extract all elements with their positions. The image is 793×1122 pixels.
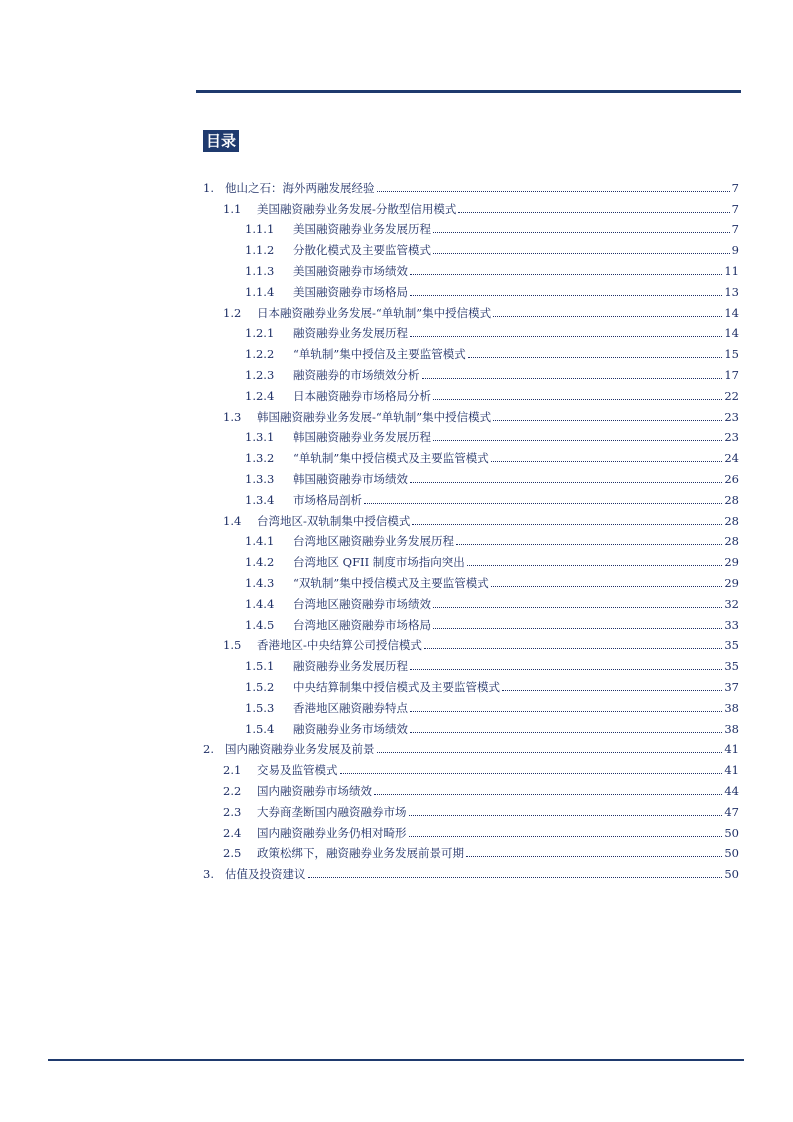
toc-entry-number: 1.	[203, 180, 214, 195]
toc-entry-page[interactable]: 22	[724, 388, 739, 403]
toc-entry[interactable]	[203, 673, 739, 694]
toc-dot-leader	[433, 607, 722, 608]
toc-entry-number: 1.3.4	[245, 492, 275, 507]
toc-entry-page[interactable]: 37	[724, 679, 739, 694]
toc-entry[interactable]	[203, 403, 739, 424]
toc-entry-page[interactable]: 23	[724, 430, 739, 445]
toc-entry-page[interactable]: 29	[724, 555, 739, 570]
toc-entry[interactable]	[203, 320, 739, 341]
toc-entry-title[interactable]: 美国融资融券市场格局	[293, 284, 408, 299]
toc-dot-leader	[491, 461, 723, 462]
footer-rule	[48, 1059, 744, 1061]
toc-entry-number: 1.3.2	[245, 451, 275, 466]
toc-entry-page[interactable]: 28	[724, 513, 739, 528]
toc-dot-leader	[377, 752, 723, 753]
toc-entry-title[interactable]: 中央结算制集中授信模式及主要监管模式	[293, 679, 500, 694]
toc-entry-number: 1.2.1	[245, 326, 275, 341]
toc-dot-leader	[410, 482, 722, 483]
toc-entry-title[interactable]: 他山之石：海外两融发展经验	[225, 180, 375, 195]
toc-entry[interactable]	[203, 569, 739, 590]
toc-entry-page[interactable]: 50	[724, 825, 739, 840]
toc-entry[interactable]	[203, 798, 739, 819]
toc-entry-title[interactable]: 融资融券业务市场绩效	[293, 721, 408, 736]
toc-entry-page[interactable]: 44	[724, 783, 739, 798]
toc-entry[interactable]	[203, 174, 739, 195]
toc-entry-title[interactable]: 市场格局剖析	[293, 492, 362, 507]
toc-entry-page[interactable]: 7	[731, 222, 739, 237]
toc-entry[interactable]	[203, 860, 739, 881]
toc-entry-page[interactable]: 15	[724, 347, 739, 362]
toc-entry-page[interactable]: 38	[724, 721, 739, 736]
toc-entry-title[interactable]: 交易及监管模式	[257, 763, 338, 778]
toc-entry-title[interactable]: 台湾地区融资融券业务发展历程	[293, 534, 454, 549]
toc-dot-leader	[467, 565, 723, 566]
toc-dot-leader	[410, 732, 722, 733]
toc-entry-title[interactable]: “单轨制”集中授信及主要监管模式	[293, 347, 466, 362]
toc-entry-page[interactable]: 28	[724, 534, 739, 549]
toc-entry-number: 1.5.4	[245, 721, 275, 736]
toc-entry[interactable]	[203, 777, 739, 798]
toc-dot-leader	[491, 586, 723, 587]
toc-entry-title[interactable]: 韩国融资融券业务发展-“单轨制”集中授信模式	[257, 409, 492, 424]
toc-entry[interactable]	[203, 528, 739, 549]
toc-entry-title[interactable]: 美国融资融券市场绩效	[293, 263, 408, 278]
toc-entry-title[interactable]: 台湾地区融资融券市场绩效	[293, 596, 431, 611]
toc-entry[interactable]	[203, 195, 739, 216]
toc-entry[interactable]	[203, 756, 739, 777]
toc-entry[interactable]	[203, 444, 739, 465]
toc-entry-title[interactable]: 台湾地区融资融券市场格局	[293, 617, 431, 632]
toc-entry-title[interactable]: 国内融资融券业务仍相对畸形	[257, 825, 407, 840]
toc-dot-leader	[493, 316, 722, 317]
toc-entry[interactable]	[203, 486, 739, 507]
toc-entry-page[interactable]: 32	[724, 596, 739, 611]
toc-entry-number: 2.3	[223, 804, 242, 819]
toc-entry-number: 1.4.3	[245, 575, 275, 590]
toc-dot-leader	[409, 836, 723, 837]
toc-entry-title[interactable]: 香港地区-中央结算公司授信模式	[257, 638, 422, 653]
toc-entry-title[interactable]: 台湾地区-双轨制集中授信模式	[257, 513, 411, 528]
toc-entry-number: 2.4	[223, 825, 242, 840]
toc-entry-page[interactable]: 50	[724, 846, 739, 861]
toc-entry-page[interactable]: 14	[724, 305, 739, 320]
toc-dot-leader	[374, 794, 722, 795]
toc-dot-leader	[410, 274, 722, 275]
toc-entry-number: 2.	[203, 742, 214, 757]
toc-entry[interactable]	[203, 257, 739, 278]
toc-entry-number: 1.4.1	[245, 534, 275, 549]
toc-entry-page[interactable]: 50	[724, 867, 739, 882]
toc-entry-title[interactable]: 日本融资融券市场格局分析	[293, 388, 431, 403]
toc-entry-page[interactable]: 41	[724, 763, 739, 778]
toc-entry-title[interactable]: 韩国融资融券业务发展历程	[293, 430, 431, 445]
toc-entry-page[interactable]: 9	[731, 243, 739, 258]
toc-entry-page[interactable]: 47	[724, 804, 739, 819]
toc-entry-number: 1.3.1	[245, 430, 275, 445]
toc-dot-leader	[422, 378, 723, 379]
toc-entry-title[interactable]: 台湾地区 QFII 制度市场指向突出	[293, 555, 465, 570]
toc-entry-number: 2.1	[223, 763, 242, 778]
toc-entry[interactable]	[203, 278, 739, 299]
toc-entry[interactable]	[203, 736, 739, 757]
toc-entry-number: 1.5.1	[245, 659, 275, 674]
toc-entry-number: 2.2	[223, 783, 242, 798]
toc-entry-number: 1.5.3	[245, 700, 275, 715]
toc-entry-number: 1.3.3	[245, 471, 275, 486]
toc-entry[interactable]	[203, 840, 739, 861]
toc-dot-leader	[433, 399, 722, 400]
toc-entry[interactable]	[203, 216, 739, 237]
toc-dot-leader	[458, 212, 729, 213]
toc-dot-leader	[364, 503, 722, 504]
toc-entry-title[interactable]: 香港地区融资融券特点	[293, 700, 408, 715]
toc-dot-leader	[340, 773, 723, 774]
toc-entry-title[interactable]: 韩国融资融券市场绩效	[293, 471, 408, 486]
toc-entry[interactable]	[203, 590, 739, 611]
toc-dot-leader	[308, 877, 723, 878]
toc-entry-page[interactable]: 13	[724, 284, 739, 299]
toc-dot-leader	[493, 420, 722, 421]
toc-entry-page[interactable]: 35	[724, 659, 739, 674]
toc-entry-title[interactable]: 国内融资融券市场绩效	[257, 783, 372, 798]
toc-dot-leader	[410, 295, 722, 296]
toc-dot-leader	[410, 711, 722, 712]
toc-entry[interactable]	[203, 361, 739, 382]
toc-entry[interactable]	[203, 548, 739, 569]
toc-heading: 目录	[203, 130, 239, 152]
toc-dot-leader	[412, 524, 722, 525]
toc-entry-page[interactable]: 17	[724, 367, 739, 382]
toc-dot-leader	[456, 544, 722, 545]
toc-entry-title[interactable]: “双轨制”集中授信模式及主要监管模式	[293, 575, 489, 590]
toc-entry-title[interactable]: 估值及投资建议	[225, 867, 306, 882]
toc-entry-page[interactable]: 29	[724, 575, 739, 590]
toc-entry-title[interactable]: 美国融资融券业务发展历程	[293, 222, 431, 237]
toc-entry-title[interactable]: 大券商垄断国内融资融券市场	[257, 804, 407, 819]
toc-entry-number: 1.1.1	[245, 222, 275, 237]
toc-entry-page[interactable]: 33	[724, 617, 739, 632]
toc-entry-page[interactable]: 38	[724, 700, 739, 715]
toc-dot-leader	[468, 357, 723, 358]
toc-entry-page[interactable]: 23	[724, 409, 739, 424]
toc-dot-leader	[433, 440, 722, 441]
toc-entry[interactable]	[203, 819, 739, 840]
toc-dot-leader	[433, 253, 730, 254]
toc-entry-title[interactable]: 融资融券业务发展历程	[293, 659, 408, 674]
toc-entry-number: 1.2.4	[245, 388, 275, 403]
toc-entry-number: 1.1	[223, 201, 242, 216]
toc-entry-page[interactable]: 7	[731, 180, 739, 195]
toc-entry-number: 1.2	[223, 305, 242, 320]
toc-entry[interactable]	[203, 465, 739, 486]
toc-entry-page[interactable]: 41	[724, 742, 739, 757]
toc-entry-number: 1.1.3	[245, 263, 275, 278]
toc-dot-leader	[502, 690, 722, 691]
toc-entry[interactable]	[203, 694, 739, 715]
toc-dot-leader	[466, 856, 722, 857]
toc-entry[interactable]	[203, 632, 739, 653]
toc-entry-page[interactable]: 28	[724, 492, 739, 507]
toc-entry-number: 1.4.4	[245, 596, 275, 611]
toc-entry[interactable]	[203, 611, 739, 632]
toc-dot-leader	[433, 628, 722, 629]
toc-entry[interactable]	[203, 236, 739, 257]
header-rule	[196, 90, 741, 93]
toc-entry[interactable]	[203, 652, 739, 673]
toc-entry-number: 1.2.2	[245, 347, 275, 362]
toc-entry-page[interactable]: 24	[724, 451, 739, 466]
toc-entry-number: 1.4.2	[245, 555, 275, 570]
toc-entry-number: 1.5	[223, 638, 242, 653]
toc-entry-number: 2.5	[223, 846, 242, 861]
toc-entry-page[interactable]: 11	[724, 263, 739, 278]
toc-entry-title[interactable]: 国内融资融券业务发展及前景	[225, 742, 375, 757]
toc-entry-number: 1.4	[223, 513, 242, 528]
toc-dot-leader	[409, 815, 723, 816]
toc-entry-title[interactable]: “单轨制”集中授信模式及主要监管模式	[293, 451, 489, 466]
toc-entry-page[interactable]: 26	[724, 471, 739, 486]
toc-entry-title[interactable]: 融资融券业务发展历程	[293, 326, 408, 341]
toc-dot-leader	[410, 336, 722, 337]
toc-dot-leader	[377, 191, 730, 192]
toc-entry[interactable]	[203, 299, 739, 320]
toc-entry[interactable]	[203, 424, 739, 445]
toc-entry[interactable]	[203, 507, 739, 528]
toc-entry-title[interactable]: 分散化模式及主要监管模式	[293, 243, 431, 258]
toc-entry-title[interactable]: 日本融资融券业务发展-“单轨制”集中授信模式	[257, 305, 492, 320]
toc-entry-number: 1.1.2	[245, 243, 275, 258]
toc-dot-leader	[410, 669, 722, 670]
toc-entry-title[interactable]: 融资融券的市场绩效分析	[293, 367, 420, 382]
toc-entry[interactable]	[203, 382, 739, 403]
toc-entry[interactable]	[203, 340, 739, 361]
toc-dot-leader	[433, 232, 730, 233]
table-of-contents	[203, 174, 739, 881]
toc-entry-number: 1.1.4	[245, 284, 275, 299]
toc-entry-page[interactable]: 35	[724, 638, 739, 653]
toc-entry-title[interactable]: 美国融资融券业务发展-分散型信用模式	[257, 201, 457, 216]
toc-entry-number: 1.4.5	[245, 617, 275, 632]
toc-dot-leader	[424, 648, 722, 649]
toc-entry[interactable]	[203, 715, 739, 736]
toc-entry-number: 1.5.2	[245, 679, 275, 694]
toc-entry-number: 1.3	[223, 409, 242, 424]
toc-entry-number: 1.2.3	[245, 367, 275, 382]
toc-entry-page[interactable]: 14	[724, 326, 739, 341]
toc-entry-number: 3.	[203, 867, 214, 882]
toc-entry-title[interactable]: 政策松绑下，融资融券业务发展前景可期	[257, 846, 464, 861]
toc-entry-page[interactable]: 7	[731, 201, 739, 216]
